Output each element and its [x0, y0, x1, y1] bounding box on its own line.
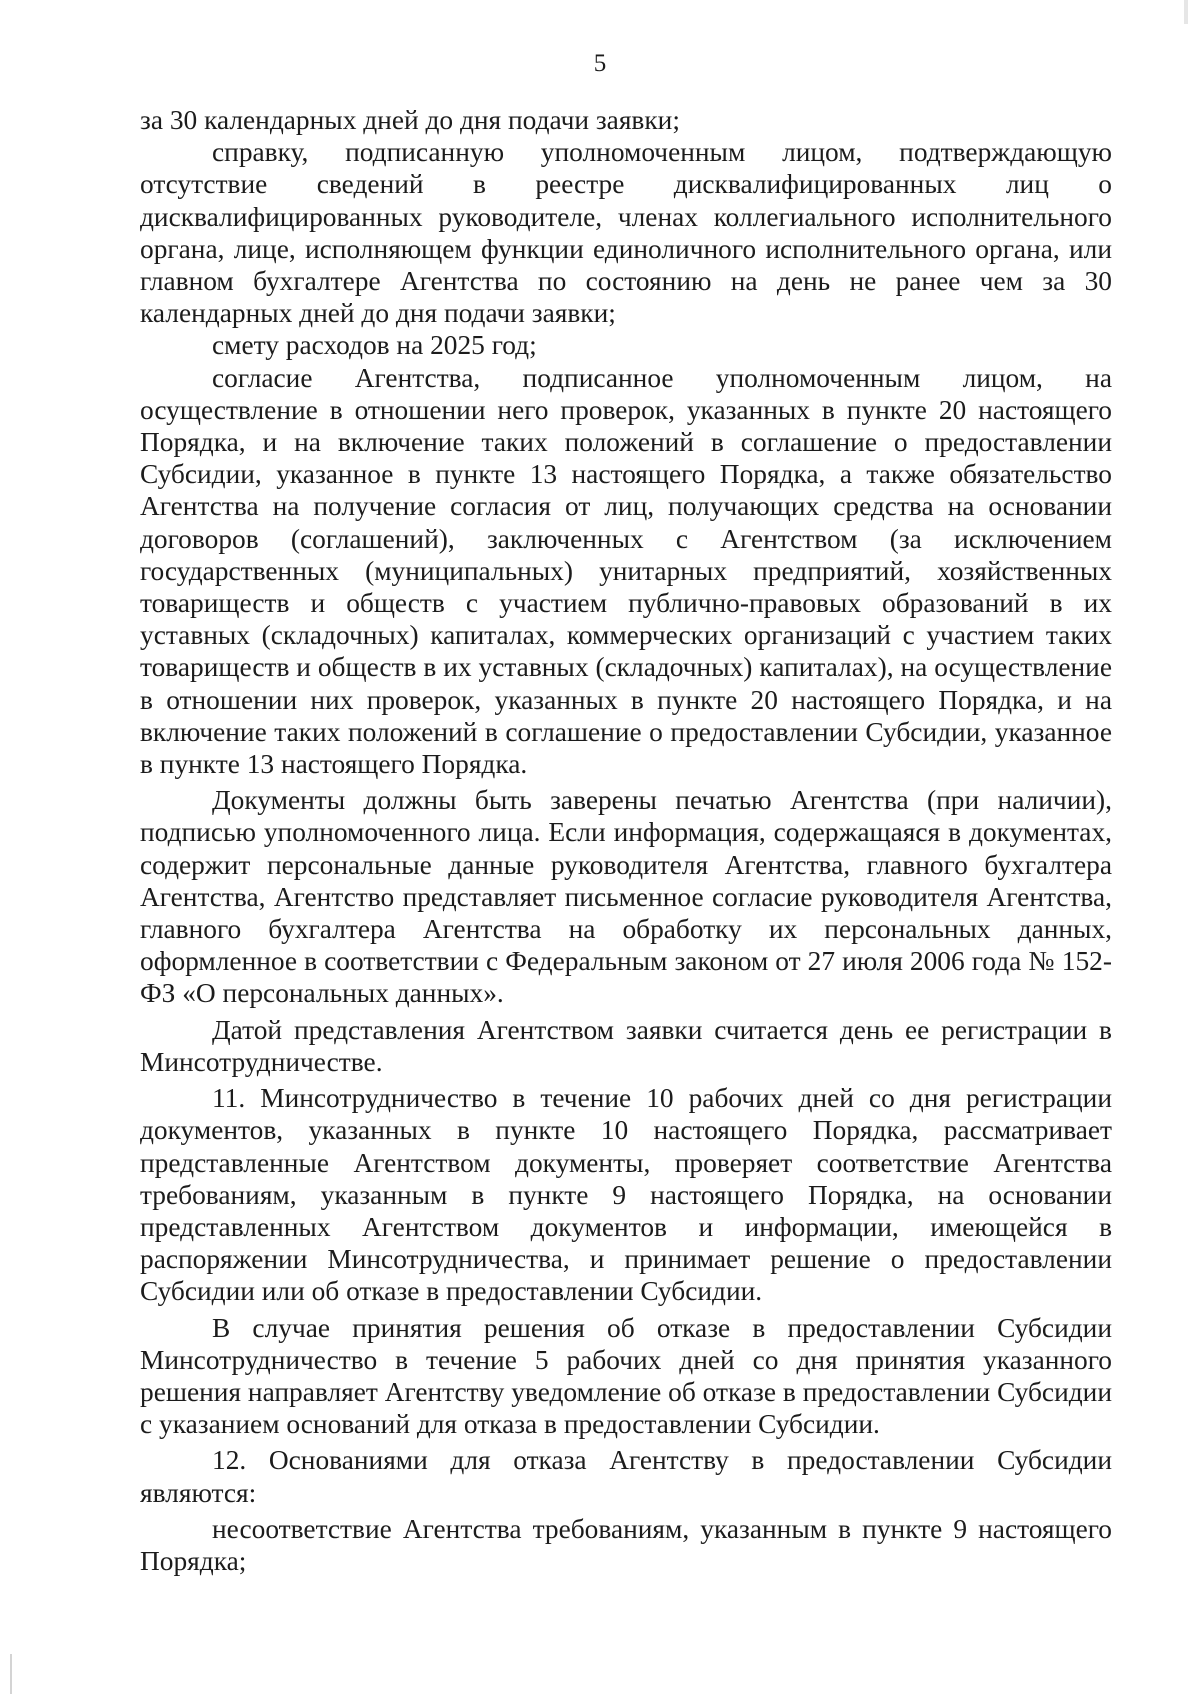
- paragraph-submission-date: Датой представления Агентством заявки считается день ее регистрации в Минсотрудничестве.: [140, 1014, 1112, 1077]
- paragraph-document-certification: Документы должны быть заверены печатью Агентства (при наличии), подписью уполномоченного лица. Если информация, содержащаяся в документах, содержит персональные данные руководителя Агентства, главного бухгалтера Агентства, Агентство представляет письменное согласие руководителя Агентства, главного бухгалтера Агентства на обработку их персональных данных, оформленное в соответствии с Федеральным законом от 27 июля 2006 года № 152-ФЗ «О персональных данных».: [140, 785, 1112, 1009]
- paragraph-item-11: 11. Минсотрудничество в течение 10 рабочих дней со дня регистрации документов, указанных в пункте 10 настоящего Порядка, рассматривает представленные Агентством документы, проверяет соответствие Агентства требованиям, указанным в пункте 9 настоящего Порядка, на основании представленных Агентством документов и информации, имеющейся в распоряжении Минсотрудничества, и принимает решение о предоставлении Субсидии или об отказе в предоставлении Субсидии.: [140, 1083, 1112, 1307]
- paragraph-agency-consent: согласие Агентства, подписанное уполномоченным лицом, на осуществление в отношении него проверок, указанных в пункте 20 настоящего Порядка, и на включение таких положений в соглашение о предоставлении Субсидии, указанное в пункте 13 настоящего Порядка, а также обязательство Агентства на получение согласия от лиц, получающих средства на основании договоров (соглашений), заключенных с Агентством (за исключением государственных (муниципальных) унитарных предприятий, хозяйственных товариществ и обществ с участием публично-правовых образований в их уставных (складочных) капиталах, коммерческих организаций с участием таких товариществ и обществ в их уставных (складочных) капиталах), на осуществление в отношении них проверок, указанных в пункте 20 настоящего Порядка, и на включение таких положений в соглашение о предоставлении Субсидии, указанное в пункте 13 настоящего Порядка.: [140, 362, 1112, 780]
- paragraph-deadline-continuation: за 30 календарных дней до дня подачи заявки;: [140, 105, 680, 135]
- page-number: 5: [593, 50, 607, 77]
- document-body: [140, 104, 1112, 1577]
- paragraph-disqualification-certificate: справку, подписанную уполномоченным лицом, подтверждающую отсутствие сведений в реестре дисквалифицированных лиц о дисквалифицированных руководителе, членах коллегиального исполнительного органа, лице, исполняющем функции единоличного исполнительного органа, или главном бухгалтере Агентства по состоянию на день не ранее чем за 30 календарных дней до дня подачи заявки;: [140, 137, 1112, 329]
- paragraph-noncompliance: несоответствие Агентства требованиям, указанным в пункте 9 настоящего Порядка;: [140, 1513, 1112, 1576]
- paragraph-refusal-notice: В случае принятия решения об отказе в предоставлении Субсидии Минсотрудничество в течение 5 рабочих дней со дня принятия указанного решения направляет Агентству уведомление об отказе в предоставлении Субсидии с указанием оснований для отказа в предоставлении Субсидии.: [140, 1312, 1112, 1440]
- paragraph-expense-estimate: смету расходов на 2025 год;: [212, 330, 537, 361]
- scan-artifact: [10, 1654, 12, 1694]
- paragraph-item-12: 12. Основаниями для отказа Агентству в предоставлении Субсидии являются:: [140, 1445, 1112, 1508]
- scan-artifact: [1184, 0, 1188, 24]
